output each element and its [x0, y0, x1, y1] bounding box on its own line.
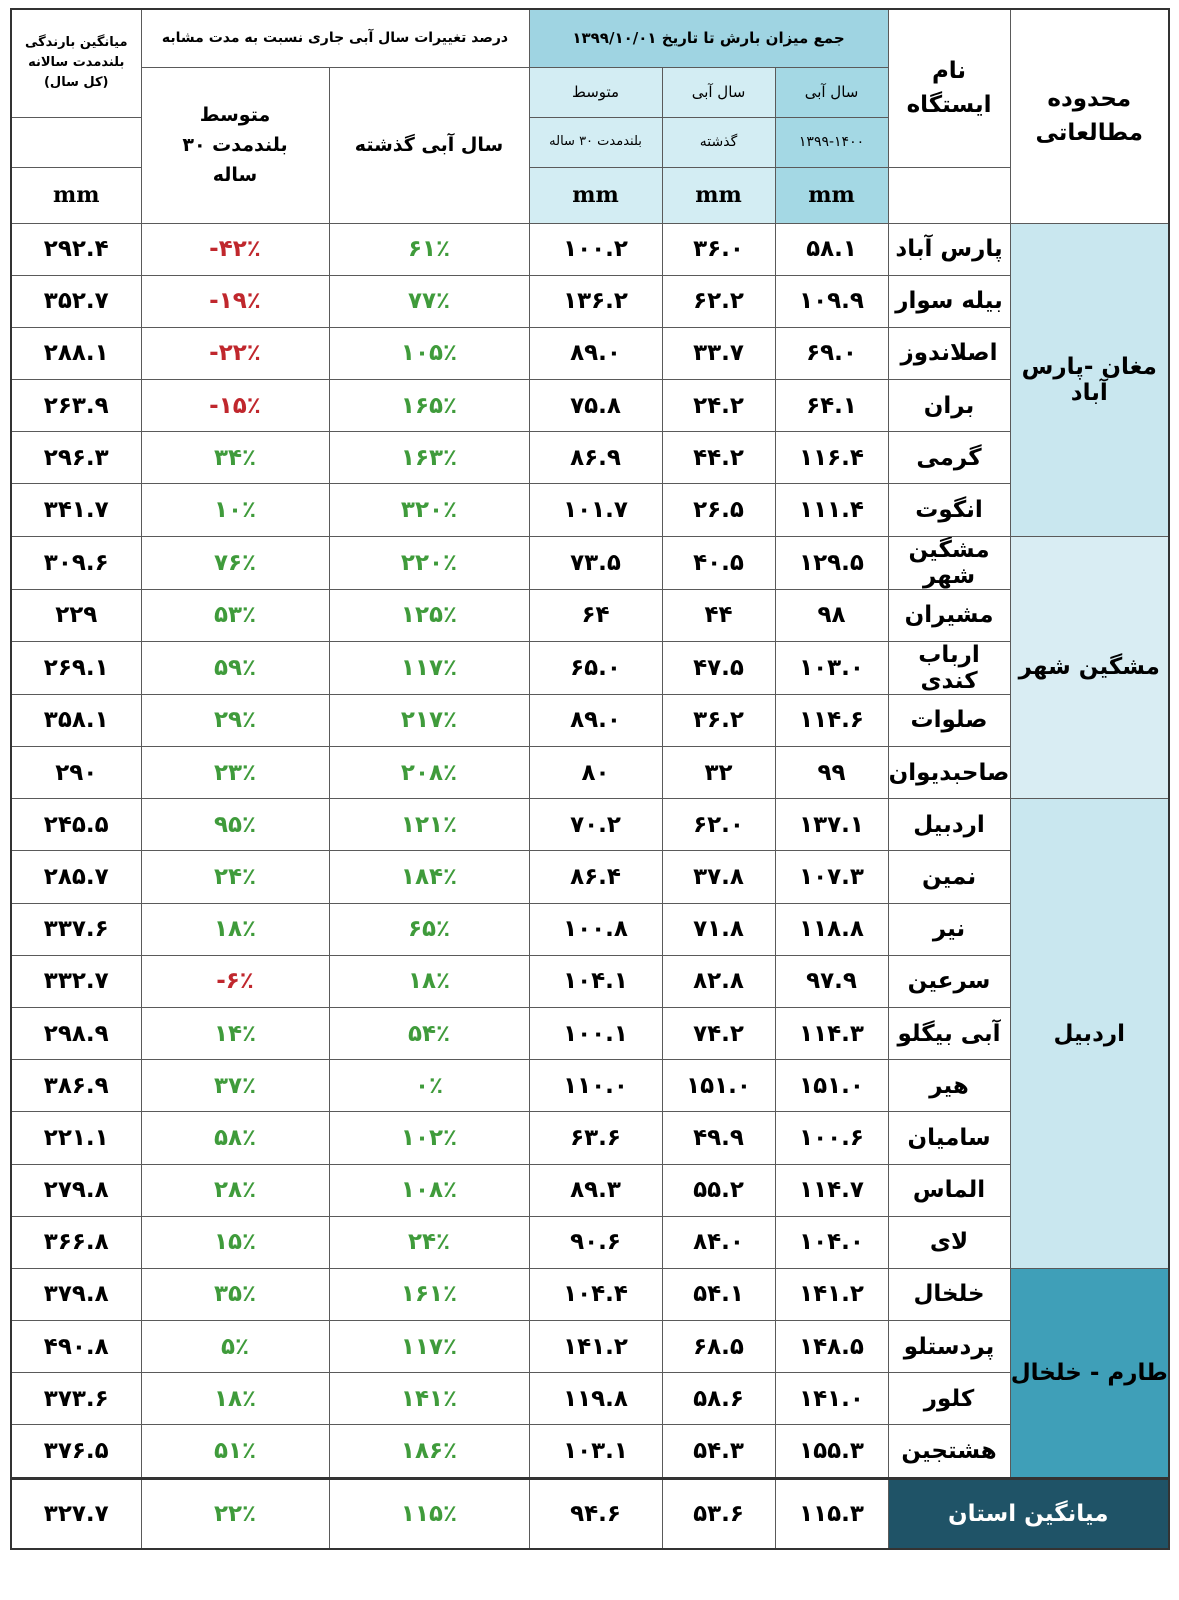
table-row [11, 955, 1169, 1007]
cell-prev-year: ۵۴.۱ [662, 1268, 775, 1320]
cell-study-area: مغان -پارس آباد [1010, 223, 1169, 536]
province-avg-row [11, 1478, 1169, 1549]
header-cur-line1: سال آبی [775, 67, 888, 117]
cell-avg-30yr: ۱۱۰.۰ [529, 1060, 662, 1112]
table-row [11, 747, 1169, 799]
cell-station: نمین [888, 851, 1010, 903]
cell-change-30yr: ۲۸٪ [141, 1164, 329, 1216]
cell-avg-30yr: ۱۰۳.۱ [529, 1425, 662, 1478]
table-row [11, 1060, 1169, 1112]
cell-prev-year: ۴۷.۵ [662, 641, 775, 694]
cell-station: بران [888, 380, 1010, 432]
cell-avg-30yr: ۱۴۱.۲ [529, 1321, 662, 1373]
rainfall-report-sheet [10, 8, 1168, 1550]
cell-change-30yr: ۱۴٪ [141, 1007, 329, 1059]
table-row [11, 694, 1169, 746]
cell-change-30yr: -۴۲٪ [141, 223, 329, 275]
cell-avg-30yr: ۸۹.۳ [529, 1164, 662, 1216]
header-prev-line2: گذشته [662, 117, 775, 167]
table-row [11, 275, 1169, 327]
cell-prev-year: ۷۴.۲ [662, 1007, 775, 1059]
cell-change-prev: ۱۶۳٪ [329, 432, 529, 484]
cell-change-30yr: ۲۴٪ [141, 851, 329, 903]
cell-study-area: اردبیل [1010, 799, 1169, 1269]
cell-avg-30yr: ۱۰۴.۱ [529, 955, 662, 1007]
cell-change-30yr: ۳۷٪ [141, 1060, 329, 1112]
cell-avg-30yr: ۱۰۰.۸ [529, 903, 662, 955]
cell-avg-30yr: ۸۰ [529, 747, 662, 799]
cell-longterm: ۲۶۹.۱ [11, 641, 141, 694]
cell-avg-30yr: ۱۳۶.۲ [529, 275, 662, 327]
cell-longterm: ۳۸۶.۹ [11, 1060, 141, 1112]
table-row [11, 903, 1169, 955]
cell-prev-year: ۸۴.۰ [662, 1216, 775, 1268]
cell-prev-year: ۲۶.۵ [662, 484, 775, 536]
cell-avg-30yr: ۶۴ [529, 589, 662, 641]
cell-longterm: ۲۲۹ [11, 589, 141, 641]
cell-station: پردستلو [888, 1321, 1010, 1373]
cell-prev-year: ۳۳.۷ [662, 327, 775, 379]
unit-cur: mm [775, 167, 888, 223]
cell-longterm: ۲۸۸.۱ [11, 327, 141, 379]
cell-change-prev: ۱۰۸٪ [329, 1164, 529, 1216]
cell-change-30yr: -۶٪ [141, 955, 329, 1007]
header-change-title: درصد تغییرات سال آبی جاری نسبت به مدت مشابه [141, 9, 529, 67]
cell-longterm: ۲۲۱.۱ [11, 1112, 141, 1164]
cell-change-prev: ۰٪ [329, 1060, 529, 1112]
cell-station: صلوات [888, 694, 1010, 746]
table-row [11, 536, 1169, 589]
cell-change-prev: ۵۴٪ [329, 1007, 529, 1059]
cell-longterm: ۲۸۵.۷ [11, 851, 141, 903]
header-prev-line1: سال آبی [662, 67, 775, 117]
avg-prev: ۵۳.۶ [662, 1478, 775, 1549]
cell-current-year: ۱۱۶.۴ [775, 432, 888, 484]
cell-prev-year: ۴۴ [662, 589, 775, 641]
cell-station: مشیران [888, 589, 1010, 641]
cell-change-30yr: ۲۹٪ [141, 694, 329, 746]
cell-current-year: ۱۰۴.۰ [775, 1216, 888, 1268]
cell-station: پارس آباد [888, 223, 1010, 275]
header-change-prev: سال آبی گذشته [329, 67, 529, 223]
table-row [11, 484, 1169, 536]
cell-avg-30yr: ۹۰.۶ [529, 1216, 662, 1268]
cell-change-prev: ۱۸۶٪ [329, 1425, 529, 1478]
cell-change-30yr: ۲۳٪ [141, 747, 329, 799]
cell-change-prev: ۱۶۵٪ [329, 380, 529, 432]
cell-change-prev: ۶۵٪ [329, 903, 529, 955]
cell-prev-year: ۲۴.۲ [662, 380, 775, 432]
cell-change-30yr: -۱۹٪ [141, 275, 329, 327]
cell-change-30yr: -۱۵٪ [141, 380, 329, 432]
cell-current-year: ۱۱۱.۴ [775, 484, 888, 536]
cell-current-year: ۱۵۱.۰ [775, 1060, 888, 1112]
cell-current-year: ۱۰۷.۳ [775, 851, 888, 903]
cell-change-prev: ۲۴٪ [329, 1216, 529, 1268]
cell-change-prev: ۱۶۱٪ [329, 1268, 529, 1320]
header-longterm-cont [11, 117, 141, 167]
avg-change-prev: ۱۱۵٪ [329, 1478, 529, 1549]
table-row [11, 1373, 1169, 1425]
cell-avg-30yr: ۱۱۹.۸ [529, 1373, 662, 1425]
cell-station: نیر [888, 903, 1010, 955]
table-row [11, 799, 1169, 851]
cell-prev-year: ۳۲ [662, 747, 775, 799]
table-row [11, 1321, 1169, 1373]
header-30yr-line1: متوسط [529, 67, 662, 117]
cell-change-prev: ۱۲۱٪ [329, 799, 529, 851]
cell-current-year: ۱۰۹.۹ [775, 275, 888, 327]
cell-change-30yr: ۳۴٪ [141, 432, 329, 484]
cell-study-area: مشگین شهر [1010, 536, 1169, 799]
cell-station: هشتجین [888, 1425, 1010, 1478]
table-row [11, 380, 1169, 432]
cell-change-prev: ۲۰۸٪ [329, 747, 529, 799]
cell-avg-30yr: ۸۶.۹ [529, 432, 662, 484]
cell-change-30yr: ۵٪ [141, 1321, 329, 1373]
cell-longterm: ۳۷۳.۶ [11, 1373, 141, 1425]
cell-change-prev: ۳۲۰٪ [329, 484, 529, 536]
cell-prev-year: ۳۷.۸ [662, 851, 775, 903]
cell-study-area: طارم - خلخال [1010, 1268, 1169, 1478]
cell-prev-year: ۷۱.۸ [662, 903, 775, 955]
cell-change-prev: ۱۰۵٪ [329, 327, 529, 379]
avg-cur: ۱۱۵.۳ [775, 1478, 888, 1549]
table-row [11, 1425, 1169, 1478]
cell-station: آبی بیگلو [888, 1007, 1010, 1059]
cell-change-prev: ۲۲۰٪ [329, 536, 529, 589]
cell-longterm: ۲۹۰ [11, 747, 141, 799]
cell-avg-30yr: ۸۹.۰ [529, 694, 662, 746]
cell-change-30yr: ۵۸٪ [141, 1112, 329, 1164]
cell-current-year: ۱۲۹.۵ [775, 536, 888, 589]
cell-station: لای [888, 1216, 1010, 1268]
header-cur-line2: ۱۳۹۹-۱۴۰۰ [775, 117, 888, 167]
cell-current-year: ۶۹.۰ [775, 327, 888, 379]
cell-current-year: ۱۰۰.۶ [775, 1112, 888, 1164]
table-row [11, 589, 1169, 641]
cell-change-30yr: ۷۶٪ [141, 536, 329, 589]
table-row [11, 1268, 1169, 1320]
cell-change-30yr: ۱۸٪ [141, 903, 329, 955]
cell-avg-30yr: ۸۶.۴ [529, 851, 662, 903]
table-row [11, 851, 1169, 903]
cell-avg-30yr: ۸۹.۰ [529, 327, 662, 379]
cell-change-30yr: ۵۱٪ [141, 1425, 329, 1478]
unit-longterm: mm [11, 167, 141, 223]
cell-current-year: ۱۳۷.۱ [775, 799, 888, 851]
cell-change-30yr: ۵۹٪ [141, 641, 329, 694]
cell-station: اصلاندوز [888, 327, 1010, 379]
cell-longterm: ۳۷۹.۸ [11, 1268, 141, 1320]
header-study-area: محدوده مطالعاتی [1010, 9, 1169, 223]
cell-prev-year: ۴۹.۹ [662, 1112, 775, 1164]
cell-current-year: ۱۱۴.۳ [775, 1007, 888, 1059]
province-average [11, 1478, 1169, 1549]
cell-station: بیله سوار [888, 275, 1010, 327]
cell-station: خلخال [888, 1268, 1010, 1320]
cell-current-year: ۱۵۵.۳ [775, 1425, 888, 1478]
cell-station: هیر [888, 1060, 1010, 1112]
cell-prev-year: ۶۲.۰ [662, 799, 775, 851]
cell-change-prev: ۱۸٪ [329, 955, 529, 1007]
cell-current-year: ۹۷.۹ [775, 955, 888, 1007]
cell-prev-year: ۸۲.۸ [662, 955, 775, 1007]
cell-longterm: ۲۹۸.۹ [11, 1007, 141, 1059]
cell-longterm: ۴۹۰.۸ [11, 1321, 141, 1373]
cell-current-year: ۱۴۸.۵ [775, 1321, 888, 1373]
avg-change-30yr: ۲۲٪ [141, 1478, 329, 1549]
cell-prev-year: ۳۶.۰ [662, 223, 775, 275]
cell-change-30yr: ۱۸٪ [141, 1373, 329, 1425]
header-change-30yr: متوسط بلندمدت ۳۰ ساله [141, 67, 329, 223]
cell-longterm: ۲۷۹.۸ [11, 1164, 141, 1216]
cell-longterm: ۳۵۲.۷ [11, 275, 141, 327]
table-row [11, 432, 1169, 484]
cell-longterm: ۲۹۶.۳ [11, 432, 141, 484]
province-avg-label: میانگین استان [888, 1478, 1169, 1549]
cell-current-year: ۱۱۴.۷ [775, 1164, 888, 1216]
cell-prev-year: ۱۵۱.۰ [662, 1060, 775, 1112]
cell-change-30yr: ۱۵٪ [141, 1216, 329, 1268]
cell-prev-year: ۳۶.۲ [662, 694, 775, 746]
cell-longterm: ۲۹۲.۴ [11, 223, 141, 275]
cell-station: سامیان [888, 1112, 1010, 1164]
cell-change-prev: ۱۱۷٪ [329, 641, 529, 694]
data-rows [11, 223, 1169, 1478]
cell-change-30yr: ۵۳٪ [141, 589, 329, 641]
cell-longterm: ۳۰۹.۶ [11, 536, 141, 589]
cell-avg-30yr: ۷۰.۲ [529, 799, 662, 851]
cell-longterm: ۳۴۱.۷ [11, 484, 141, 536]
cell-avg-30yr: ۷۵.۸ [529, 380, 662, 432]
table-row [11, 1007, 1169, 1059]
cell-station: گرمی [888, 432, 1010, 484]
cell-current-year: ۵۸.۱ [775, 223, 888, 275]
header-station-name: نام ایستگاه [888, 9, 1010, 167]
header-longterm-avg: میانگین بارندگی بلندمدت سالانه (کل سال) [11, 9, 141, 117]
cell-current-year: ۶۴.۱ [775, 380, 888, 432]
cell-station: الماس [888, 1164, 1010, 1216]
cell-station: کلور [888, 1373, 1010, 1425]
header-30yr-line2: بلندمدت ۳۰ ساله [529, 117, 662, 167]
cell-longterm: ۲۴۵.۵ [11, 799, 141, 851]
cell-change-prev: ۱۲۵٪ [329, 589, 529, 641]
cell-change-30yr: ۱۰٪ [141, 484, 329, 536]
cell-change-prev: ۱۴۱٪ [329, 1373, 529, 1425]
cell-current-year: ۹۸ [775, 589, 888, 641]
table-row [11, 223, 1169, 275]
cell-prev-year: ۴۴.۲ [662, 432, 775, 484]
cell-change-prev: ۱۸۴٪ [329, 851, 529, 903]
cell-prev-year: ۶۲.۲ [662, 275, 775, 327]
cell-change-prev: ۱۱۷٪ [329, 1321, 529, 1373]
cell-current-year: ۱۴۱.۲ [775, 1268, 888, 1320]
cell-avg-30yr: ۱۰۰.۲ [529, 223, 662, 275]
cell-change-30yr: -۲۲٪ [141, 327, 329, 379]
table-row [11, 327, 1169, 379]
header-total-title: جمع میزان بارش تا تاریخ ۱۳۹۹/۱۰/۰۱ [529, 9, 888, 67]
table-row [11, 1112, 1169, 1164]
cell-prev-year: ۵۸.۶ [662, 1373, 775, 1425]
cell-prev-year: ۵۴.۳ [662, 1425, 775, 1478]
cell-avg-30yr: ۶۵.۰ [529, 641, 662, 694]
cell-avg-30yr: ۱۰۱.۷ [529, 484, 662, 536]
avg-longterm: ۳۲۷.۷ [11, 1478, 141, 1549]
cell-current-year: ۱۴۱.۰ [775, 1373, 888, 1425]
cell-station: ارباب کندی [888, 641, 1010, 694]
cell-station: سرعین [888, 955, 1010, 1007]
cell-longterm: ۲۶۳.۹ [11, 380, 141, 432]
cell-change-prev: ۷۷٪ [329, 275, 529, 327]
cell-current-year: ۱۱۸.۸ [775, 903, 888, 955]
cell-change-30yr: ۳۵٪ [141, 1268, 329, 1320]
cell-avg-30yr: ۱۰۴.۴ [529, 1268, 662, 1320]
cell-longterm: ۳۷۶.۵ [11, 1425, 141, 1478]
unit-prev: mm [662, 167, 775, 223]
cell-longterm: ۳۶۶.۸ [11, 1216, 141, 1268]
cell-avg-30yr: ۱۰۰.۱ [529, 1007, 662, 1059]
cell-station: انگوت [888, 484, 1010, 536]
header-station-blank [888, 167, 1010, 223]
cell-station: اردبیل [888, 799, 1010, 851]
rainfall-table [10, 8, 1170, 1550]
cell-prev-year: ۶۸.۵ [662, 1321, 775, 1373]
cell-change-30yr: ۹۵٪ [141, 799, 329, 851]
cell-current-year: ۱۰۳.۰ [775, 641, 888, 694]
cell-prev-year: ۵۵.۲ [662, 1164, 775, 1216]
cell-prev-year: ۴۰.۵ [662, 536, 775, 589]
cell-station: صاحبدیوان [888, 747, 1010, 799]
table-row [11, 1164, 1169, 1216]
table-row [11, 1216, 1169, 1268]
cell-current-year: ۹۹ [775, 747, 888, 799]
cell-change-prev: ۲۱۷٪ [329, 694, 529, 746]
cell-longterm: ۳۳۷.۶ [11, 903, 141, 955]
cell-longterm: ۳۵۸.۱ [11, 694, 141, 746]
unit-30yr: mm [529, 167, 662, 223]
cell-change-prev: ۶۱٪ [329, 223, 529, 275]
cell-longterm: ۳۳۲.۷ [11, 955, 141, 1007]
cell-change-prev: ۱۰۲٪ [329, 1112, 529, 1164]
cell-current-year: ۱۱۴.۶ [775, 694, 888, 746]
table-row [11, 641, 1169, 694]
cell-avg-30yr: ۷۳.۵ [529, 536, 662, 589]
cell-station: مشگین شهر [888, 536, 1010, 589]
avg-30yr: ۹۴.۶ [529, 1478, 662, 1549]
cell-avg-30yr: ۶۳.۶ [529, 1112, 662, 1164]
